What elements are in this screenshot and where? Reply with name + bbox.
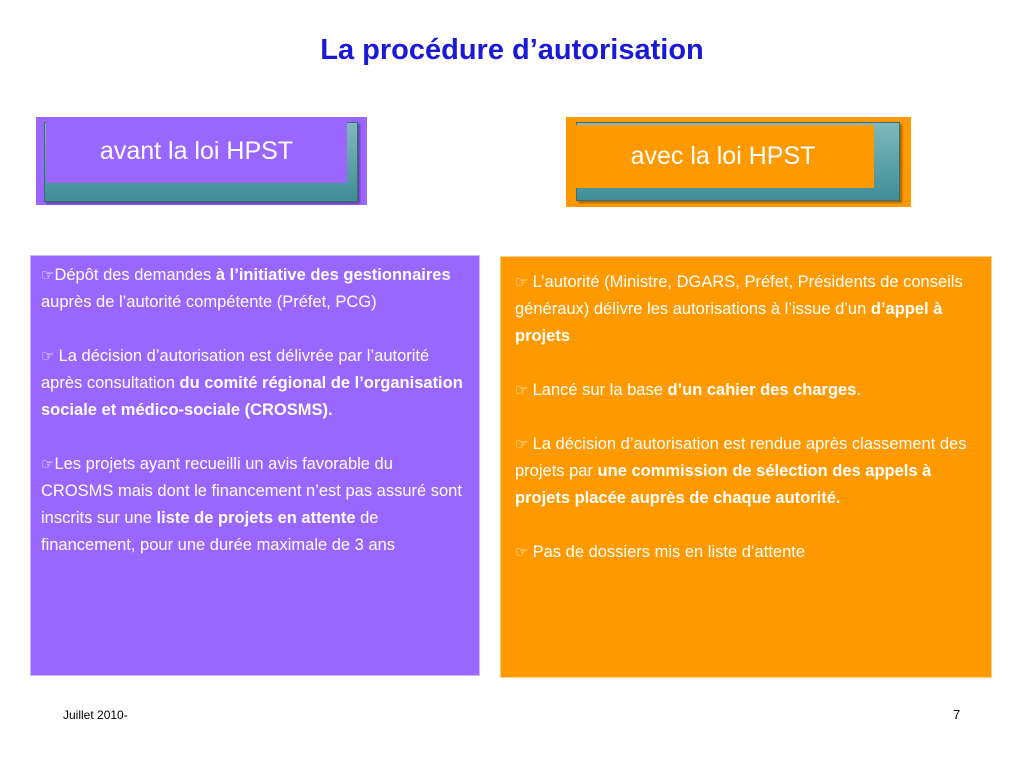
header-with-hpst-label: avec la loi HPST: [572, 125, 874, 188]
bold-text: du comité régional de l’organisation sociale et médico-sociale (CROSMS).: [41, 374, 463, 419]
body-text: Les projets ayant recueilli un avis favorable du CROSMS mais dont le financement n’est pas assuré sont inscrits sur une: [41, 455, 462, 527]
pointing-hand-icon: ☞: [515, 436, 533, 453]
bullet-paragraph: [515, 539, 979, 566]
body-text: de financement, pour une durée maximale de 3 ans: [41, 509, 396, 554]
header-before-hpst: [36, 117, 367, 205]
page-number: 7: [953, 707, 961, 722]
bullet-paragraph: [41, 343, 469, 424]
header-before-hpst-label: avant la loi HPST: [46, 120, 347, 183]
pointing-hand-icon: ☞: [515, 274, 533, 291]
slide-title: La procédure d’autorisation: [320, 34, 704, 66]
bold-text: d’un cahier des charges: [667, 381, 857, 399]
pointing-hand-icon: ☞: [515, 382, 533, 399]
body-text: auprès de l’autorité compétente (Préfet, PCG): [41, 293, 377, 311]
footer-date: Juillet 2010-: [63, 708, 128, 722]
body-text: L’autorité (Ministre, DGARS, Préfet, Présidents de conseils généraux) délivre les autorisations à l’issue d’un: [515, 273, 963, 318]
pointing-hand-icon: ☞: [515, 544, 533, 561]
body-text: La décision d’autorisation est délivrée par l’autorité après consultation: [41, 347, 430, 392]
body-text: .: [856, 381, 861, 399]
bullet-paragraph: [515, 269, 979, 350]
bullet-paragraph: [41, 262, 469, 316]
bullet-paragraph: [41, 451, 469, 559]
header-with-hpst: [566, 117, 911, 207]
bold-text: à l’initiative des gestionnaires: [215, 266, 451, 284]
pointing-hand-icon: ☞: [41, 348, 59, 365]
bold-text: liste de projets en attente: [156, 509, 356, 527]
pointing-hand-icon: ☞: [41, 267, 55, 284]
pointing-hand-icon: ☞: [41, 456, 55, 473]
bold-text: une commission de sélection des appels à projets placée auprès de chaque autorité.: [515, 462, 932, 507]
bullet-paragraph: [515, 431, 979, 512]
body-text: La décision d’autorisation est rendue après classement des projets par: [515, 435, 967, 480]
body-text: Dépôt des demandes: [54, 266, 216, 284]
bold-text: d’appel à projets: [515, 300, 943, 345]
body-text: Lancé sur la base: [532, 381, 668, 399]
before-hpst-content-box: [30, 255, 480, 676]
body-text: Pas de dossiers mis en liste d’attente: [532, 543, 806, 561]
with-hpst-content-box: [500, 256, 992, 678]
bullet-paragraph: [515, 377, 979, 404]
